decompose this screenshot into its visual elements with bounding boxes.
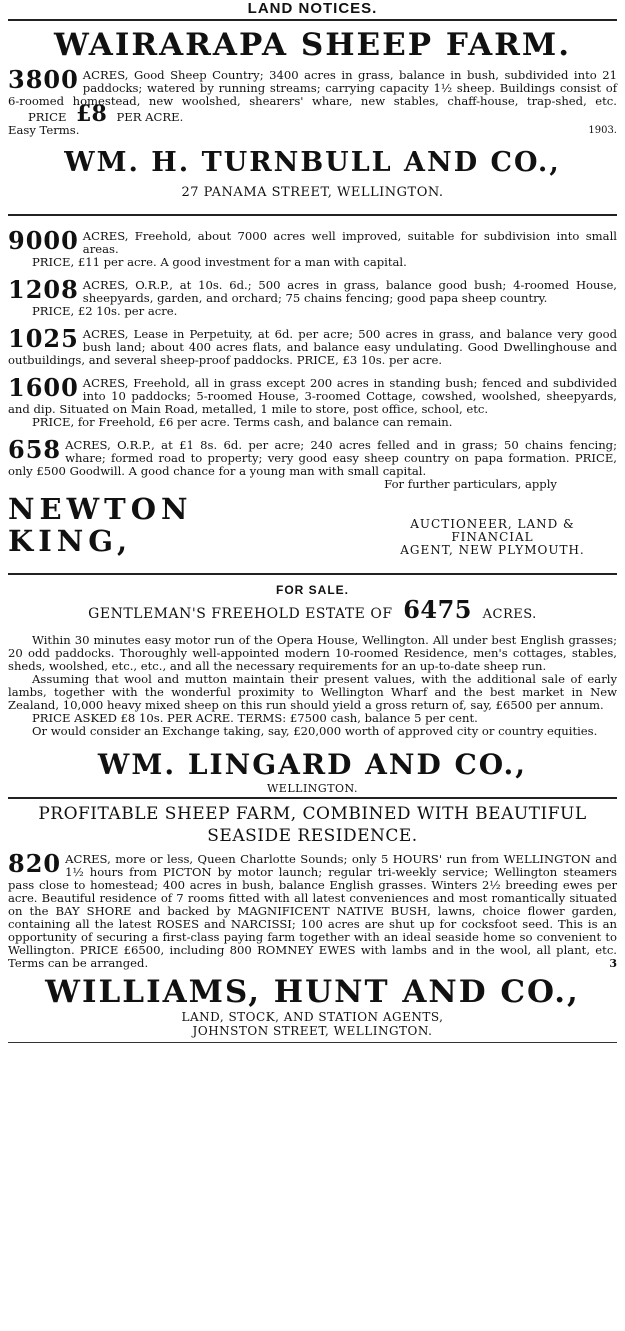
ad2-agent-desc-1: AUCTIONEER, LAND & FINANCIAL [410,517,575,544]
ad2-lot-3-text: ACRES, Lease in Perpetuity, at 6d. per acre; 500 acres in grass, and balance very good bush land; about 400 acres flats, and balance easy undulating. Good Dwellinghouse and outbuildings, and several sheep-proof paddocks. [8,327,617,367]
ad2-lot-5-text: ACRES, O.R.P., at £1 8s. 6d. per acre; 240 acres felled and in grass; 50 chains fencing; whare; formed road to property; very good easy sheep country on papa formation. [65,438,617,465]
ad3-p3: PRICE ASKED £8 10s. PER ACRE. TERMS: £7500 cash, balance 5 per cent. [32,711,478,725]
ad2-lot-4 [8,373,617,429]
ad3-title-post: ACRES. [482,607,537,622]
ad4-agent-desc: LAND, STOCK, AND STATION AGENTS, [181,1010,444,1024]
ad2-agent-desc-2: AGENT, NEW PLYMOUTH. [400,543,585,557]
ad3-title-pre: GENTLEMAN'S FREEHOLD ESTATE OF [88,606,393,622]
ad2-agent-row [8,493,617,557]
ad2-agent-name: NEWTON KING, [8,492,193,558]
ad1-price-unit: PER ACRE. [116,110,184,124]
header-rule [8,19,617,21]
ad-williams-hunt [8,803,617,1038]
ad1-price: £8 [76,101,107,127]
ad3-heading: FOR SALE. [275,583,349,597]
ad4-text: ACRES, more or less, Queen Charlotte Sounds; only 5 HOURS' run from WELLINGTON and 1½ hours from PICTON by motor launch; regular tri-weekly service; Wellington steamers pass close to homestead; 400 acres in bush, balance English grasses. Winters 2½ breeding ewes per acre. Beautiful residence of 7 rooms fitted with all latest conveniences and most romantically situated on the BAY SHORE and backed by MAGNIFICENT NATIVE BUSH, lawns, choice flower garden, containing all the latest ROSES and NARCISSI; 100 acres are shut up for cocksfoot seed. This is an opportunity of securing a first-class paying farm together with an ideal seaside home so convenient to Wellington. PRICE £6500, including 800 ROMNEY EWES with lambs and in the wool, all plant, etc. Terms can be arranged. [8,852,617,970]
ad4-ref: 3 [609,957,617,970]
ad4-title-1: PROFITABLE SHEEP FARM, COMBINED WITH BEAUTIFUL [38,804,587,824]
ad2-lot-2-price: PRICE, £2 10s. per acre. [32,304,178,318]
land-notices-page [8,0,617,1043]
ad2-further: For further particulars, apply [384,477,557,491]
ad4-acreage: 820 [8,849,62,878]
rule-1 [8,214,617,216]
ad4-agent: WILLIAMS, HUNT AND CO., [45,974,580,1010]
ad-newton-king [8,226,617,558]
ad2-lot-2-text: ACRES, O.R.P., at 10s. 6d.; 500 acres in grass, balance good bush; 4-roomed House, sheepyards, garden, and orchard; 75 chains fencing; good papa sheep country. [82,278,617,305]
ad2-lot-2-acreage: 1208 [8,275,79,304]
ad2-lot-3-price: PRICE, £3 10s. per acre. [296,353,443,367]
ad1-agent: WM. H. TURNBULL AND CO., [64,147,561,178]
ad1-price-label: PRICE [28,110,67,124]
ad1-acreage: 3800 [8,65,79,94]
ad1-terms: Easy Terms. [8,123,80,137]
ad2-lot-5-acreage: 658 [8,435,62,464]
ad-lingard [8,583,617,795]
page-header: LAND NOTICES. [247,0,378,17]
ad2-lot-1 [8,226,617,269]
ad3-p1: Within 30 minutes easy motor run of the Opera House, Wellington. All under best English grasses; 20 odd paddocks. Thoroughly well-appointed modern 10-roomed Residence, men's cottages, stables, sheds, woolshed, etc., etc., and all the necessary requirements for an up-to-date sheep run. [8,633,617,673]
ad4-body [8,849,617,970]
ad2-lot-2 [8,275,617,318]
ad3-p4: Or would consider an Exchange taking, say, £20,000 worth of approved city or country equities. [32,724,598,738]
ad2-lot-5-price: PRICE, only £500 Goodwill. A good chance for a young man with small capital. [8,451,617,478]
ad3-title [8,597,617,628]
rule-3 [8,797,617,799]
ad-wairarapa [8,25,617,200]
ad2-lot-4-price: PRICE, for Freehold, £6 per acre. Terms cash, and balance can remain. [32,415,453,429]
ad1-text: ACRES, Good Sheep Country; 3400 acres in grass, balance in bush, subdivided into 21 paddocks; watered by running streams; carrying capacity 1½ sheep. Buildings consist of 6-roomed homestead, new woolshed, shearers' whare, new stables, chaff-house, trap-shed, etc. [8,68,617,108]
ad1-address: 27 PANAMA STREET, WELLINGTON. [181,185,444,200]
ad1-ref: 1903. [588,125,617,136]
ad3-agent: WM. LINGARD AND CO., [97,748,528,781]
ad4-title-2: SEASIDE RESIDENCE. [207,826,418,846]
ad2-agent-desc [368,518,617,557]
ad2-lot-1-acreage: 9000 [8,226,79,255]
ad3-acreage: 6475 [403,595,472,624]
ad3-p2: Assuming that wool and mutton maintain their present values, with the additional sale of early lambs, together with the wonderful proximity to Wellington Wharf and the best market in New Zealand, 10,000 heavy mixed sheep on this run should yield a gross return of, say, £6500 per annum. [8,672,617,712]
ad2-lot-3 [8,324,617,367]
ad1-body [8,65,617,127]
rule-4 [8,1042,617,1043]
ad3-address: WELLINGTON. [267,782,358,795]
ad2-lot-4-text: ACRES, Freehold, all in grass except 200 acres in standing bush; fenced and subdivided into 10 paddocks; 5-roomed House, 3-roomed Cottage, cowshed, woolshed, sheepyards, and dip. Situated on Main Road, metalled, 1 mile to store, post office, school, etc. [8,376,617,416]
ad1-title: WAIRARAPA SHEEP FARM. [53,27,572,63]
ad2-lot-4-acreage: 1600 [8,373,79,402]
rule-2 [8,573,617,575]
ad2-lot-1-price: PRICE, £11 per acre. A good investment for a man with capital. [32,255,407,269]
ad2-lot-1-text: ACRES, Freehold, about 7000 acres well improved, suitable for subdivision into small areas. [82,229,617,256]
ad2-lot-3-acreage: 1025 [8,324,79,353]
ad4-address: JOHNSTON STREET, WELLINGTON. [192,1024,433,1038]
ad2-lot-5 [8,435,617,478]
